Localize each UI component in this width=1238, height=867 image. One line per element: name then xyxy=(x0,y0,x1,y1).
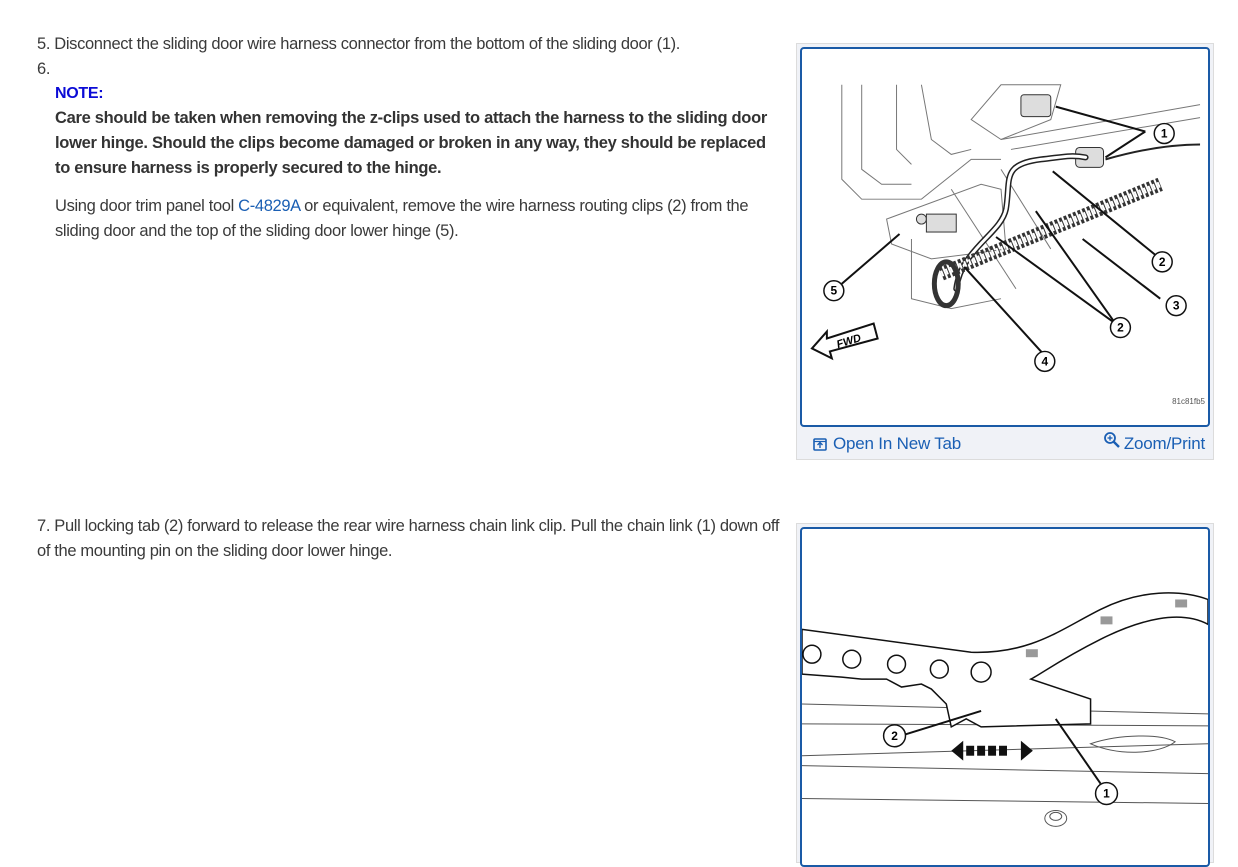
callout-2 xyxy=(1110,318,1130,338)
zoom-print-label: Zoom/Print xyxy=(1123,434,1205,453)
tool-link[interactable]: C-4829A xyxy=(238,197,300,215)
instruction-text: Using door trim panel tool xyxy=(55,197,239,215)
figure-1 xyxy=(796,43,1214,460)
callout-1 xyxy=(1154,124,1174,144)
svg-text:2: 2 xyxy=(1117,320,1124,335)
figure-image-frame[interactable] xyxy=(800,527,1210,867)
zoom-print-button[interactable] xyxy=(1103,434,1205,454)
open-in-new-tab-button[interactable] xyxy=(813,434,961,454)
note-title: NOTE: xyxy=(55,85,104,102)
rail-slot xyxy=(1091,736,1176,752)
svg-text:5: 5 xyxy=(830,283,838,298)
chain-link-body xyxy=(802,593,1208,727)
svg-text:1: 1 xyxy=(1103,786,1110,801)
rail-line xyxy=(802,766,1208,774)
note-body: Care should be taken when removing the z-clips used to attach the harness to the sliding door lower hinge. Should the clips become damaged or broken in any way, they should be replaced to ensure harness is properly secured to the hinge. xyxy=(55,109,767,177)
callout-2-leader xyxy=(1036,211,1116,323)
svg-text:4: 4 xyxy=(1041,354,1049,369)
step-6 xyxy=(37,57,782,244)
callout-1-leader xyxy=(1056,719,1101,784)
callout-4 xyxy=(1035,351,1055,371)
fwd-arrow xyxy=(812,324,878,359)
callout-3-leader xyxy=(1083,239,1161,299)
door-panel-outline xyxy=(921,85,971,155)
wire-extension xyxy=(1106,144,1201,159)
harness-mesh xyxy=(1175,599,1187,607)
door-panel-outline xyxy=(842,85,1001,199)
callout-2-leader xyxy=(898,711,982,737)
step-number: 7. xyxy=(37,517,51,535)
svg-text:FWD: FWD xyxy=(835,332,863,351)
chain-link-diagram xyxy=(802,529,1208,865)
step-text: Disconnect the sliding door wire harness connector from the bottom of the sliding door (1). xyxy=(54,35,681,53)
hinge-pin xyxy=(916,214,926,224)
hinge-bolt xyxy=(926,214,956,232)
svg-text:3: 3 xyxy=(1172,298,1180,313)
callout-2 xyxy=(1152,252,1172,272)
harness-mesh xyxy=(1026,649,1038,657)
open-new-tab-icon xyxy=(813,438,827,451)
mounting-pin-inner xyxy=(1050,812,1062,820)
chain-link-eye xyxy=(803,645,821,663)
chain-link-eye xyxy=(971,662,991,682)
svg-text:2: 2 xyxy=(891,728,898,743)
zoom-in-icon xyxy=(1103,431,1121,449)
rail-line xyxy=(802,799,1208,804)
figure-image-frame[interactable] xyxy=(800,47,1210,427)
figure-toolbar xyxy=(797,430,1213,460)
step-5 xyxy=(37,32,782,57)
step-7 xyxy=(37,514,782,564)
callout-2 xyxy=(884,725,906,747)
step-text: Pull locking tab (2) forward to release the rear wire harness chain link clip. Pull the chain link (1) down off of the mounting pin on the sliding door lower hinge. xyxy=(37,517,780,560)
door-panel-outline xyxy=(862,85,912,185)
callout-5-leader xyxy=(842,234,900,284)
harness-mesh xyxy=(1101,616,1113,624)
callout-1 xyxy=(1096,783,1118,805)
chain-link-eye xyxy=(888,655,906,673)
harness-diagram xyxy=(802,49,1208,425)
instruction-text: or equivalent, remove the wire harness routing clips (2) from the sliding door and the top of the sliding door lower hinge (5). xyxy=(55,197,749,240)
step-instruction xyxy=(37,194,782,244)
door-panel-outline xyxy=(897,85,912,165)
chain-link-eye xyxy=(930,660,948,678)
step-number: 6. xyxy=(37,60,51,78)
figure-2 xyxy=(796,523,1214,863)
step-number: 5. xyxy=(37,35,51,53)
connector-upper xyxy=(1021,95,1051,117)
open-in-new-tab-label: Open In New Tab xyxy=(833,434,962,453)
callout-5 xyxy=(824,281,844,301)
chain-link-eye xyxy=(843,650,861,668)
callout-3 xyxy=(1166,296,1186,316)
figure-id-label: 81c81fb5 xyxy=(1172,397,1205,406)
callout-4-leader xyxy=(964,267,1043,354)
svg-text:1: 1 xyxy=(1160,126,1168,141)
svg-text:2: 2 xyxy=(1158,254,1166,269)
